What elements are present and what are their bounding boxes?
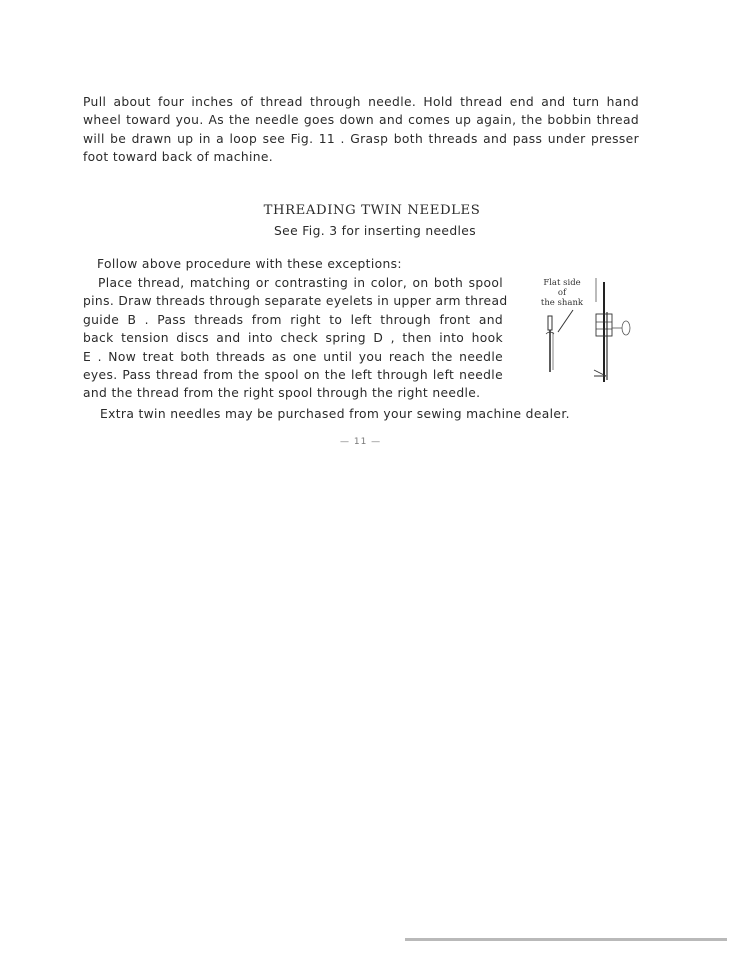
paragraph-line: Pull about four inches of thread through needle. Hold thread end and turn hand [83, 95, 639, 109]
paragraph-line: and the thread from the right spool through the right needle. [83, 386, 481, 401]
paragraph-line: foot toward back of machine. [83, 150, 274, 165]
paragraph-line: pins. Draw threads through separate eyelets in upper arm thread [83, 294, 508, 309]
paragraph-line: Place thread, matching or contrasting in color, on both spool [98, 276, 503, 290]
paragraph-line: eyes. Pass thread from the spool on the left through left needle [83, 368, 503, 383]
dealer-note: Extra twin needles may be purchased from your sewing machine dealer. [100, 407, 570, 421]
paragraph-line: guide B . Pass threads from right to left through front and [83, 312, 503, 327]
paragraph-line: back tension discs and into check spring D , then into hook [83, 331, 503, 346]
section-subtitle: See Fig. 3 for inserting needles [274, 224, 476, 238]
scan-edge-divider [405, 938, 727, 941]
twin-needle-figure [536, 272, 646, 387]
paragraph-line: E . Now treat both threads as one until you reach the needle [83, 349, 503, 364]
section-title: THREADING TWIN NEEDLES [263, 203, 481, 218]
page-number: — 11 — [340, 437, 382, 447]
paragraph-twin-threading [83, 274, 508, 403]
paragraph-line: wheel toward you. As the needle goes down and comes up again, the bobbin thread [83, 113, 639, 128]
figure-label-line: the shank [540, 298, 584, 308]
figure-label-line: of [557, 288, 567, 298]
twin-needle-diagram-icon [536, 272, 646, 387]
figure-label-line: Flat side [543, 278, 581, 288]
paragraph-line: will be drawn up in a loop see Fig. 11 . Grasp both threads and pass under presser [83, 131, 639, 146]
intro-line: Follow above procedure with these exceptions: [97, 257, 402, 271]
paragraph-thread-pickup [83, 93, 639, 167]
